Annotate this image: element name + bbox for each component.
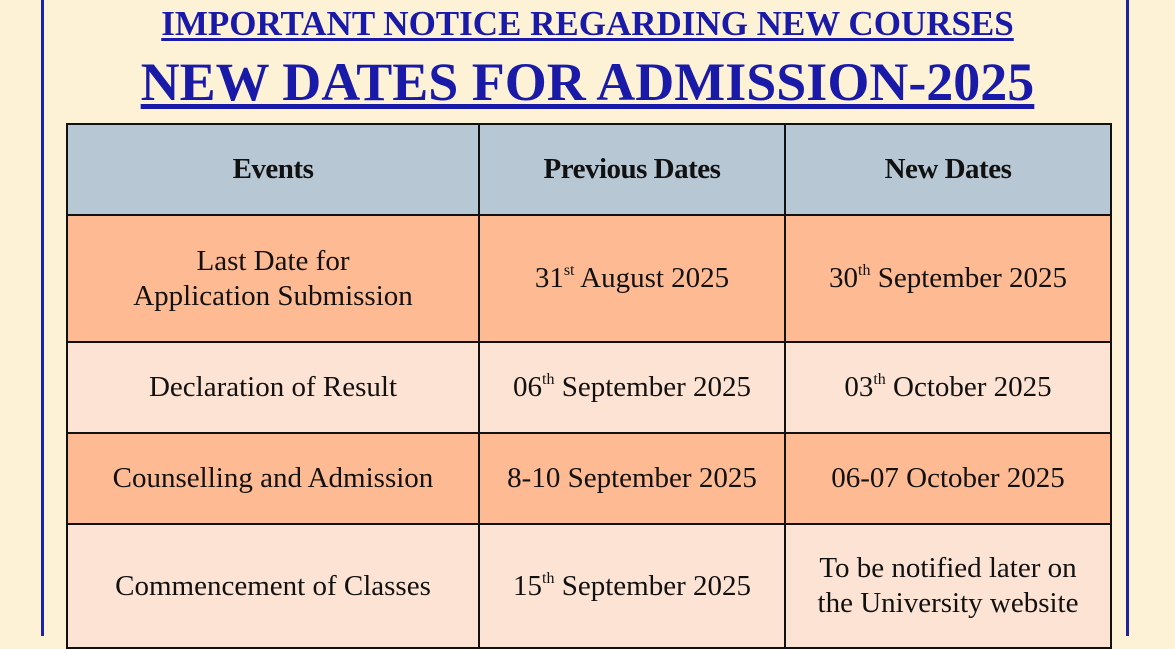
date-day: 03: [844, 371, 874, 403]
date-suffix: th: [873, 371, 886, 388]
table-row: [67, 215, 1111, 342]
header-new-dates: New Dates: [785, 124, 1111, 215]
previous-date-cell: [479, 524, 785, 648]
date-suffix: th: [542, 371, 555, 388]
new-date-cell: [785, 215, 1111, 342]
date-day: 31: [534, 262, 564, 294]
event-cell: Counselling and Admission: [67, 433, 479, 524]
date-rest: August 2025: [574, 262, 730, 294]
table-row: [67, 342, 1111, 433]
date-day: 15: [513, 569, 543, 602]
new-date-cell: [785, 524, 1111, 648]
date-rest: September 2025: [554, 569, 751, 602]
date-rest: October 2025: [885, 371, 1052, 403]
table-row: [67, 433, 1111, 524]
header-previous-dates: Previous Dates: [479, 124, 785, 215]
event-cell: Commencement of Classes: [67, 524, 479, 648]
table-header-row: [67, 124, 1111, 215]
date-suffix: th: [542, 569, 555, 587]
new-date-cell: [785, 342, 1111, 433]
date-day: 06: [513, 371, 543, 403]
new-date-cell: [785, 433, 1111, 524]
date-rest: September 2025: [554, 371, 751, 403]
previous-date-cell: [479, 215, 785, 342]
event-cell: Last Date for Application Submission: [67, 215, 479, 342]
date-day: 06-07 October 2025: [831, 462, 1065, 494]
date-day: To be notified later on the University website: [817, 552, 1079, 619]
date-suffix: th: [858, 262, 871, 279]
previous-date-cell: [479, 433, 785, 524]
notice-heading: IMPORTANT NOTICE REGARDING NEW COURSES: [161, 4, 1014, 43]
notice-title: NEW DATES FOR ADMISSION-2025: [140, 52, 1035, 112]
date-day: 8-10 September 2025: [507, 462, 757, 494]
date-suffix: st: [563, 262, 575, 279]
table-row: [67, 524, 1111, 648]
header-events: Events: [67, 124, 479, 215]
admission-dates-table: [66, 123, 1112, 649]
date-rest: September 2025: [870, 262, 1067, 294]
event-cell: Declaration of Result: [67, 342, 479, 433]
date-day: 30: [829, 262, 859, 294]
previous-date-cell: [479, 342, 785, 433]
